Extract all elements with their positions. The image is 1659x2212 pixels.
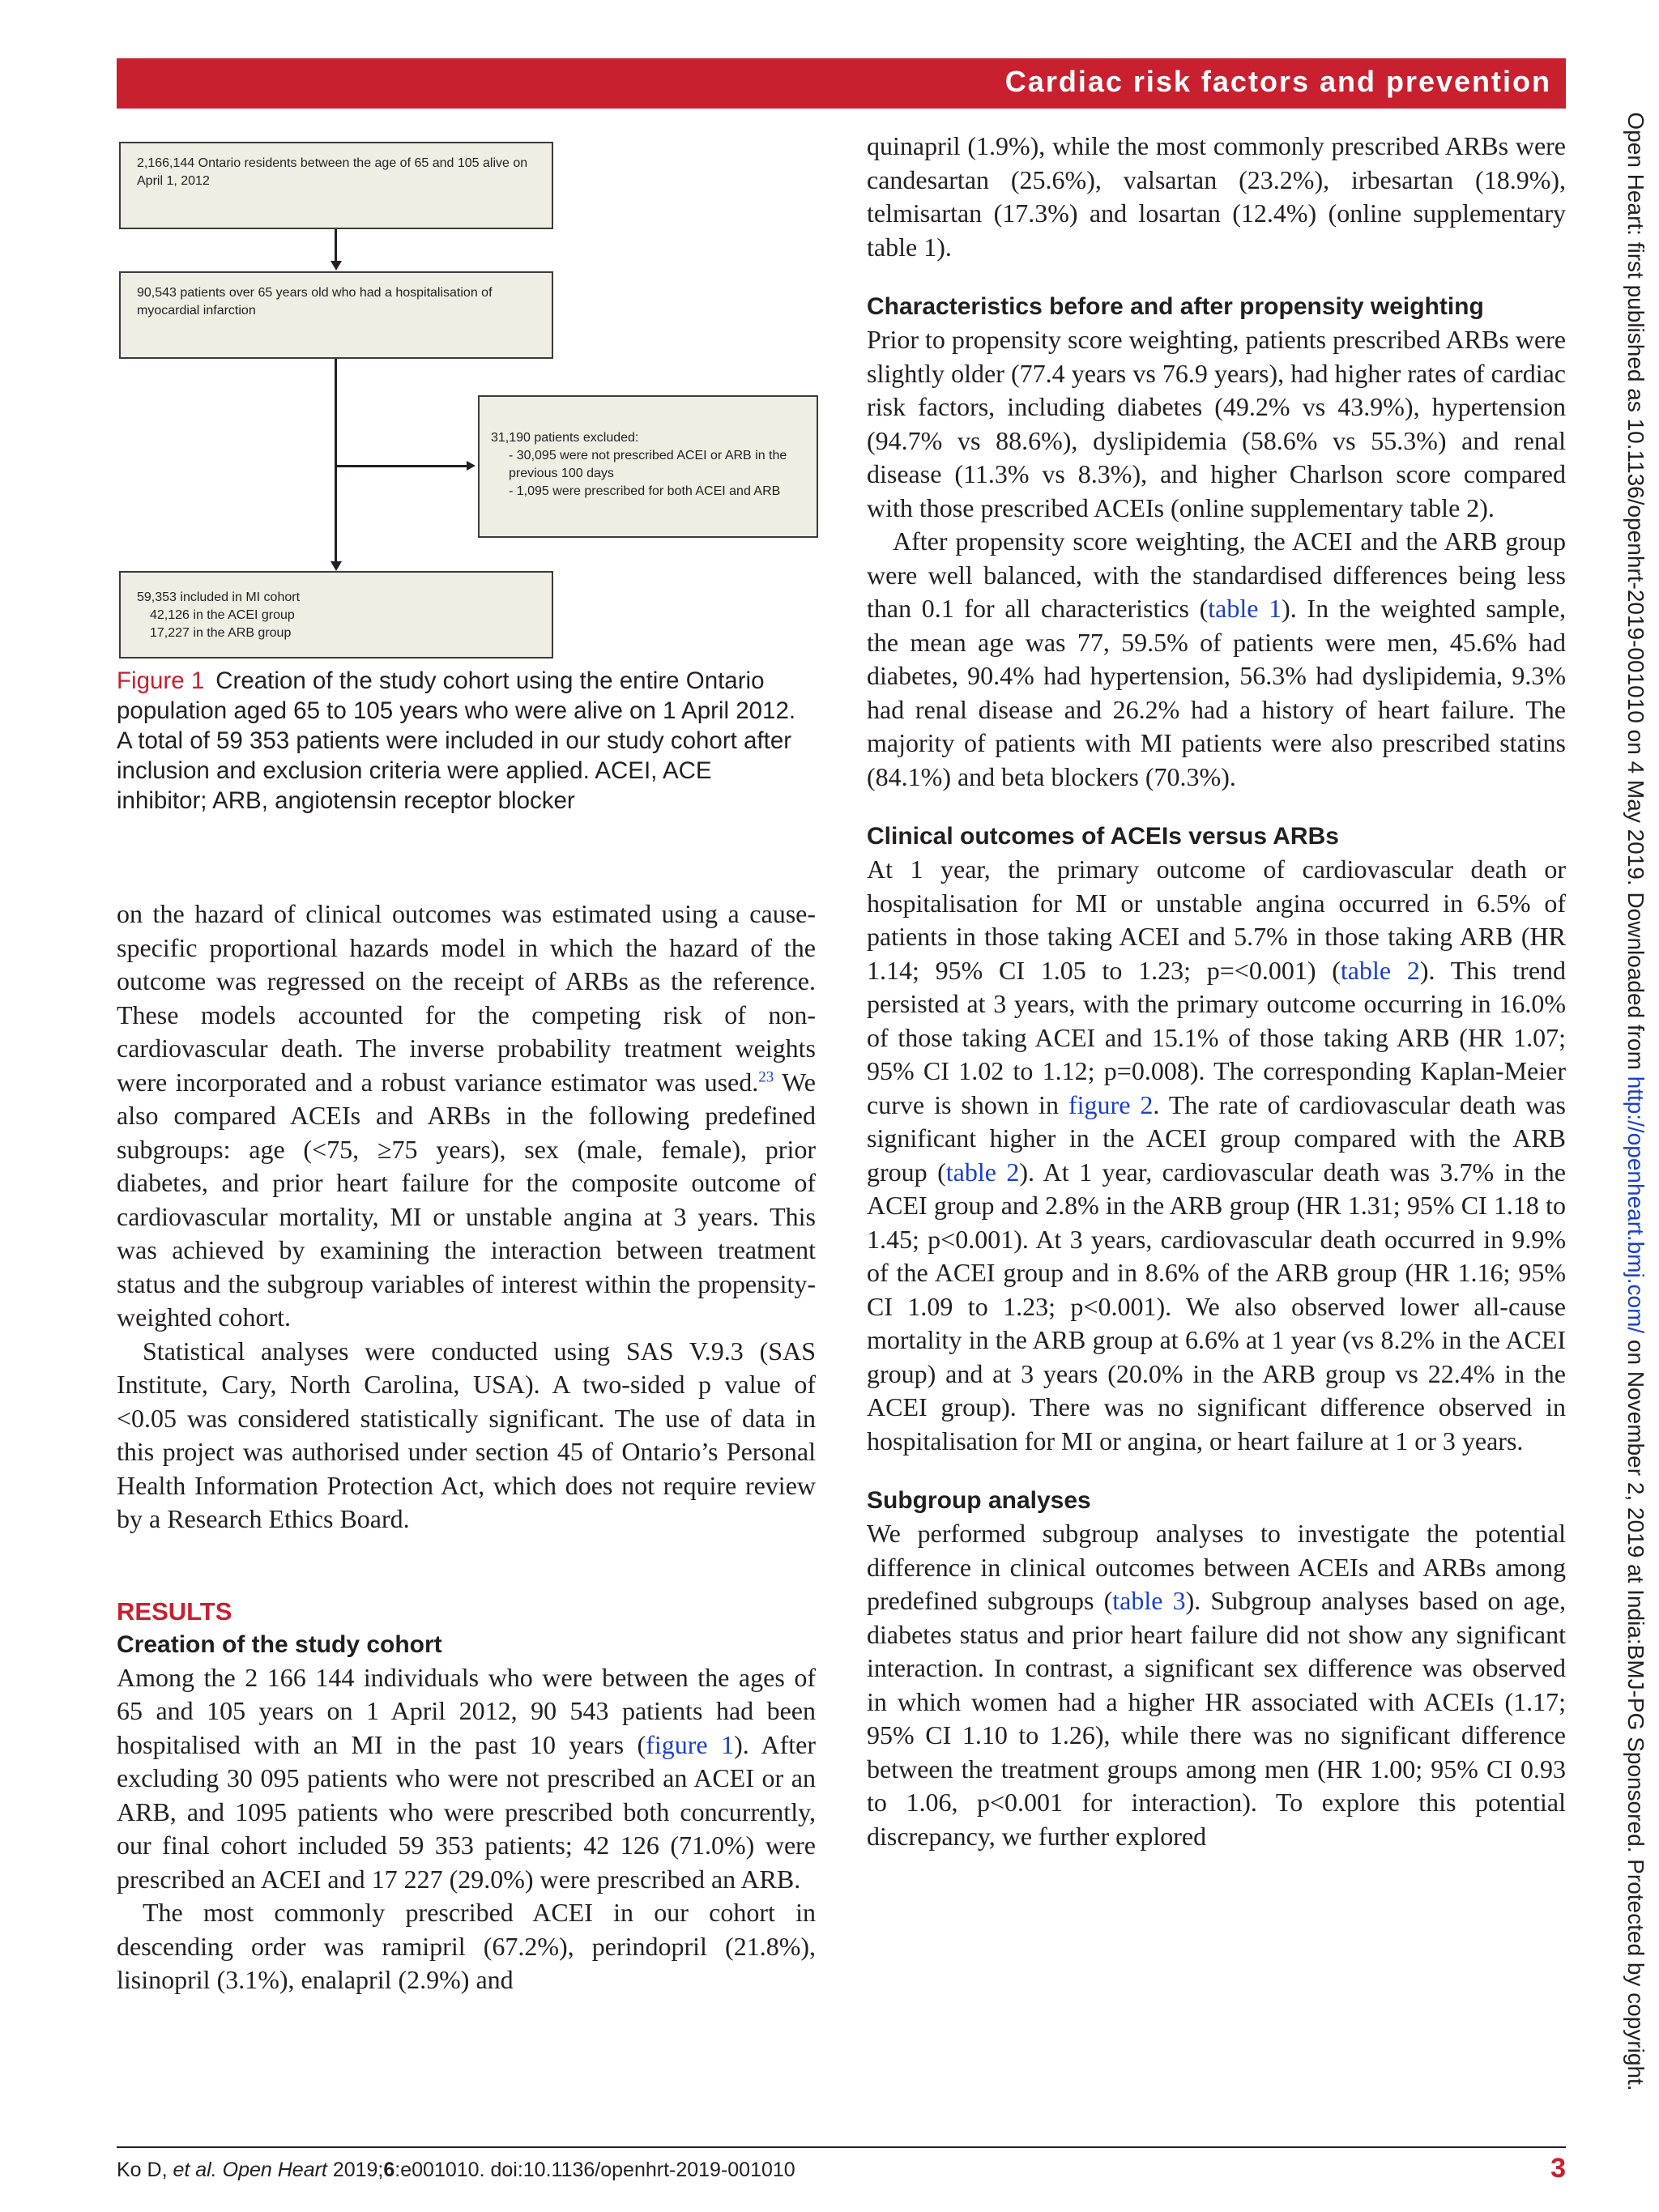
text-run: ). At 1 year, cardiovascular death was 3.7% in the ACEI group and 2.8% in the ARB group (HR 1.31; 95% CI 1.18 to 1.45; p<0.001). At 3 years, cardiovascular death occurred in 9.9% of the ACEI group and in 8.6% of the ARB group (HR 1.16; 95% CI 1.09 to 1.23; p<0.001). We also observed lower all-cause mortality in the ARB group at 6.6% at 1 year (vs 8.2% in the ACEI group) and at 3 years (20.0% in the ARB group vs 22.4% in the ACEI group). There was no significant difference observed in hospitalisation for MI or angina, or heart failure at 1 or 3 years. (867, 1157, 1567, 1455)
characteristics-paragraph-after (867, 525, 1566, 794)
citation-year: 2019; (326, 2159, 384, 2181)
text-run: ). In the weighted sample, the mean age was 77, 59.5% of patients were men, 45.6% had diabetes, 90.4% had hypertension, 56.3% had dyslipidemia, 9.3% had renal disease and 26.2% had a history of heart failure. The majority of patients with MI patients were also prescribed statins (84.1%) and beta blockers (70.3%). (867, 594, 1567, 791)
citation-authors: Ko D, (117, 2159, 173, 2181)
flowchart-box-residents-text: 2,166,144 Ontario residents between the age of 65 and 105 alive on April 1, 2012 (137, 156, 528, 188)
excluded-item: - 30,095 were not prescribed ACEI or ARB in the previous 100 days (509, 449, 787, 480)
reference-superscript[interactable]: 23 (758, 1068, 774, 1085)
citation-volume: 6 (383, 2159, 395, 2181)
flowchart-box-mi-patients (119, 271, 553, 359)
text-run: Among the 2 166 144 individuals who were between the ages of 65 and 105 years on 1 April 2012, 90 543 patients had been hospitalised with an MI in the past 10 years ( (117, 1662, 816, 1759)
cohort-heading: Creation of the study cohort (117, 1630, 442, 1658)
arrow-right-icon (467, 461, 476, 471)
side-note-prefix: Open Heart: first published as 10.1136/openhrt-2019-001010 on 4 May 2019. Downloaded from (1623, 112, 1648, 1076)
footer-divider (117, 2146, 1566, 2148)
results-heading: RESULTS (117, 1596, 232, 1626)
left-column (117, 897, 816, 1997)
figure-label: Figure 1 (117, 667, 205, 694)
arrow-down-icon (331, 561, 342, 571)
text-run: ). Subgroup analyses based on age, diabetes status and prior heart failure did not show any significant interaction. In contrast, a significant sex difference was observed in which women had a higher HR associated with ACEIs (1.17; 95% CI 1.10 to 1.26), while there was no significant difference between the treatment groups among men (HR 1.00; 95% CI 0.93 to 1.06, p<0.001 for interaction). To explore this potential discrepancy, we further explored (867, 1586, 1566, 1851)
flowchart-box-residents (119, 142, 553, 229)
table-2-link[interactable]: table 2 (1340, 955, 1420, 985)
table-2-link[interactable]: table 2 (945, 1157, 1020, 1187)
citation-doi: :e001010. doi:10.1136/openhrt-2019-001010 (394, 2159, 795, 2181)
final-cohort-title: 59,353 included in MI cohort (137, 590, 301, 604)
outcomes-heading: Clinical outcomes of ACEIs versus ARBs (867, 823, 1339, 850)
section-header-bar (117, 58, 1566, 109)
text-run: We performed subgroup analyses to investigate the potential difference in clinical outcomes between ACEIs and ARBs among predefined subgroups ( (867, 1519, 1566, 1615)
right-column (867, 130, 1566, 1853)
excluded-title: 31,190 patients excluded: (491, 431, 639, 445)
flowchart-connector (335, 229, 337, 263)
text-run: ). After excluding 30 095 patients who were not prescribed an ACEI or an ARB, and 1095 patients who were prescribed both concurrently, our final cohort included 59 353 patients; 42 126 (71.0%) were prescribed an ACEI and 17 227 (29.0%) were prescribed an ARB. (117, 1729, 817, 1894)
openheart-link[interactable]: http://openheart.bmj.com/ (1623, 1076, 1648, 1334)
journal-section-title: Cardiac risk factors and prevention (1004, 65, 1551, 98)
results-paragraph-arbs: quinapril (1.9%), while the most commonly prescribed ARBs were candesartan (25.6%), valsartan (23.2%), irbesartan (18.9%), telmisartan (17.3%) and losartan (12.4%) (online supplementary table 1). (867, 131, 1566, 262)
final-cohort-item: 17,227 in the ARB group (150, 626, 292, 640)
figure-1-caption (117, 666, 805, 816)
flowchart-box-excluded (478, 395, 818, 538)
flowchart-box-mi-text: 90,543 patients over 65 years old who had a hospitalisation of myocardial infarction (137, 286, 493, 318)
side-note-suffix: on November 2, 2019 at India:BMJ-PG Sponsored. Protected by copyright. (1623, 1333, 1648, 2091)
text-run: on the hazard of clinical outcomes was estimated using a cause-specific proportional hazards model in which the hazard of the outcome was regressed on the receipt of ARBs as the reference. These models accounted for the competing risk of non-cardiovascular death. The inverse probability treatment weights were incorporated and a robust variance estimator was used. (117, 899, 816, 1097)
results-paragraph-acei: The most commonly prescribed ACEI in our cohort in descending order was ramipril (67.2%), perindopril (21.8%), lisinopril (3.1%), enalapril (2.9%) and (117, 1898, 816, 1994)
text-run: At 1 year, the primary outcome of cardiovascular death or hospitalisation for MI or unstable angina occurred in 6.5% of patients in those taking ACEI and 5.7% in those taking ARB (HR 1.14; 95% CI 1.05 to 1.23; p=<0.001) ( (867, 855, 1566, 985)
flowchart-box-final-cohort (119, 571, 553, 658)
methods-paragraph-hazard (117, 897, 816, 1335)
flowchart-connector (336, 465, 467, 467)
excluded-list (491, 447, 805, 501)
citation-journal: et al. Open Heart (173, 2159, 327, 2181)
footer-citation (117, 2159, 795, 2182)
characteristics-paragraph-before: Prior to propensity score weighting, patients prescribed ARBs were slightly older (77.4 years vs 76.9 years), had higher rates of cardiac risk factors, including diabetes (49.2% vs 43.9%), hypertension (94.7% vs 88.6%), dyslipidemia (58.6% vs 55.3%) and renal disease (11.3% vs 8.3%), and higher Charlson score compared with those prescribed ACEIs (online supplementary table 2). (867, 325, 1566, 522)
text-run: ). This trend persisted at 3 years, with the primary outcome occurring in 16.0% of those taking ACEI and 15.1% of those taking ARB (HR 1.07; 95% CI 1.02 to 1.12; p=0.008). The corresponding Kaplan-Meier curve is shown in (867, 955, 1567, 1119)
results-paragraph-cohort (117, 1661, 816, 1897)
figure-2-link[interactable]: figure 2 (1068, 1089, 1154, 1119)
table-3-link[interactable]: table 3 (1112, 1586, 1186, 1615)
figure-caption-text: Creation of the study cohort using the entire Ontario population aged 65 to 105 years who were alive on 1 April 2012. A total of 59 353 patients were included in our study cohort after inclusion and exclusion criteria were applied. ACEI, ACE inhibitor; ARB, angiotensin receptor blocker (117, 667, 796, 814)
table-1-link[interactable]: table 1 (1208, 594, 1282, 623)
final-cohort-list (137, 607, 535, 642)
subgroup-paragraph (867, 1517, 1566, 1853)
figure-1-link[interactable]: figure 1 (646, 1729, 735, 1759)
text-run: After propensity score weighting, the ACEI and the ARB group were well balanced, with the standardised differences being less than 0.1 for all characteristics ( (867, 526, 1566, 623)
text-run: We also compared ACEIs and ARBs in the following predefined subgroups: age (<75, ≥75 years), sex (male, female), prior diabetes, and prior heart failure for the composite outcome of cardiovascular mortality, MI or unstable angina at 3 years. This was achieved by examining the interaction between treatment status and the subgroup variables of interest within the propensity-weighted cohort. (117, 1067, 817, 1332)
download-side-note (1589, 73, 1650, 2130)
subgroup-heading: Subgroup analyses (867, 1487, 1091, 1514)
methods-paragraph-statistics: Statistical analyses were conducted using SAS V.9.3 (SAS Institute, Cary, North Carolina, USA). A two-sided p value of <0.05 was considered statistically significant. The use of data in this project was authorised under section 45 of Ontario’s Personal Health Information Protection Act, which does not require review by a Research Ethics Board. (117, 1336, 816, 1533)
characteristics-heading: Characteristics before and after propensity weighting (867, 293, 1484, 320)
flowchart-connector (335, 359, 337, 563)
side-note-text (1621, 73, 1650, 2130)
arrow-down-icon (331, 261, 342, 271)
text-run: . The rate of cardiovascular death was significant higher in the ACEI group compared with the ARB group ( (867, 1089, 1567, 1187)
final-cohort-item: 42,126 in the ACEI group (150, 608, 295, 622)
outcomes-paragraph (867, 853, 1566, 1458)
page-number: 3 (1550, 2153, 1566, 2184)
excluded-item: - 1,095 were prescribed for both ACEI and ARB (509, 484, 781, 498)
